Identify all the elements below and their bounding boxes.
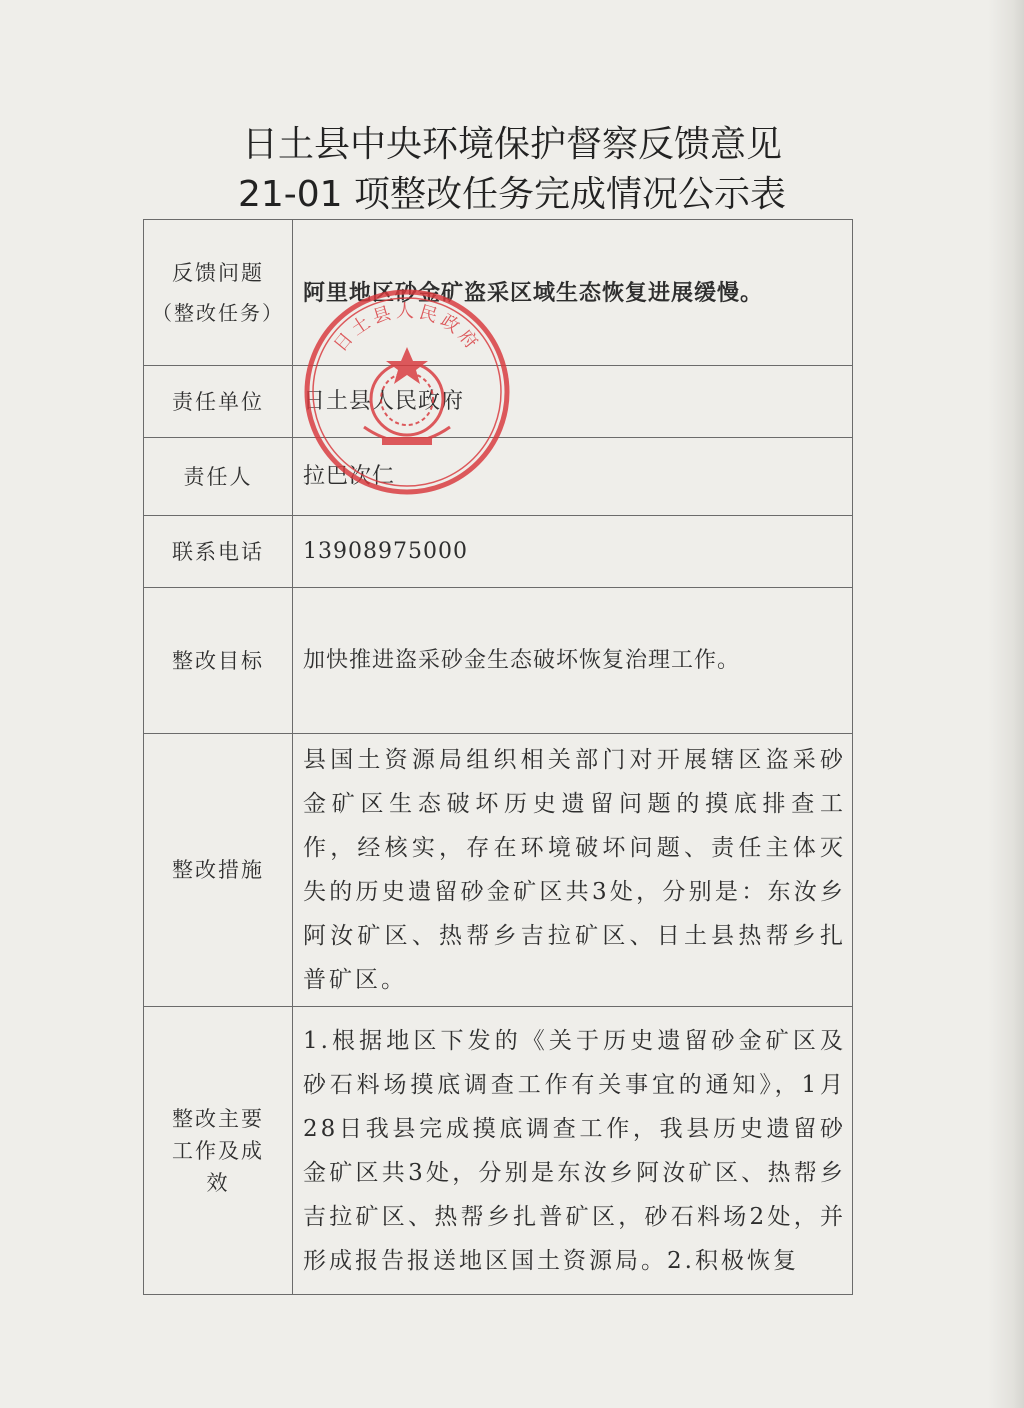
row-person [144,438,853,516]
label-unit: 责任单位 [144,366,293,438]
value-person: 拉巴次仁 [293,438,853,516]
value-results: 1.根据地区下发的《关于历史遗留砂金矿区及砂石料场摸底调查工作有关事宜的通知》，1月28日我县完成摸底调查工作，我县历史遗留砂金矿区共3处，分别是东汝乡阿汝矿区、热帮乡吉拉矿区、热帮乡扎普矿区，砂石料场2处，并形成报告报送地区国土资源局。2.积极恢复 [293,1007,853,1295]
label-person: 责任人 [144,438,293,516]
row-measures [144,734,853,1007]
seal-text: 日土县人民政府 [329,301,485,356]
row-issue [144,220,853,366]
label-results-line2: 工作及成 [172,1138,264,1163]
document-title-line1: 日土县中央环境保护督察反馈意见 [241,124,782,165]
label-goal: 整改目标 [144,588,293,734]
label-results [144,1007,293,1295]
row-goal [144,588,853,734]
label-issue [144,220,293,366]
document-title-line2: 21-01 项整改任务完成情况公示表 [237,174,787,215]
value-measures: 县国土资源局组织相关部门对开展辖区盗采砂金矿区生态破坏历史遗留问题的摸底排查工作，经核实，存在环境破坏问题、责任主体灭失的历史遗留砂金矿区共3处，分别是：东汝乡阿汝矿区、热帮乡吉拉矿区、日土县热帮乡扎普矿区。 [293,734,853,1007]
row-phone [144,516,853,588]
label-issue-main: 反馈问题 [172,260,264,285]
row-results [144,1007,853,1295]
row-unit [144,366,853,438]
notice-table [143,219,853,1295]
label-results-line3: 效 [206,1170,230,1195]
value-unit: 日土县人民政府 [293,366,853,438]
label-measures: 整改措施 [144,734,293,1007]
label-issue-sub: （整改任务） [152,300,284,325]
label-phone: 联系电话 [144,516,293,588]
value-phone: 13908975000 [293,516,853,588]
label-results-line1: 整改主要 [172,1106,264,1131]
value-issue: 阿里地区砂金矿盗采区域生态恢复进展缓慢。 [293,220,853,366]
value-goal: 加快推进盗采砂金生态破坏恢复治理工作。 [293,588,853,734]
